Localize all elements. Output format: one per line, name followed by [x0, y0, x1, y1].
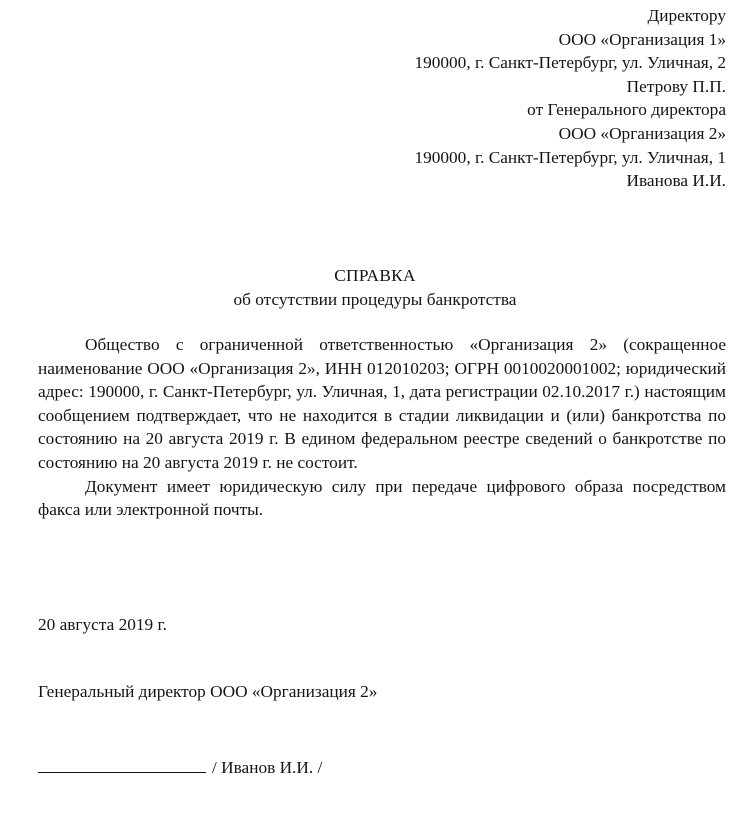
addressee-line-sender-title: от Генерального директора [527, 100, 726, 120]
signer-title: Генеральный директор ООО «Организация 2» [38, 682, 378, 701]
document-body [38, 333, 726, 522]
addressee-line-recipient-name: Петрову П.П. [626, 76, 726, 96]
signature-line [38, 754, 322, 778]
addressee-block [414, 4, 726, 193]
signer-name: / Иванов И.И. / [212, 758, 323, 777]
addressee-line-recipient-address: 190000, г. Санкт-Петербург, ул. Уличная, 2 [414, 53, 726, 73]
addressee-line-sender-org: ООО «Организация 2» [558, 123, 726, 143]
body-paragraph: Документ имеет юридическую силу при передаче цифрового образа посредством факса или электронной почты. [38, 476, 726, 520]
document-title: СПРАВКА [334, 266, 416, 285]
addressee-line-sender-name: Иванова И.И. [626, 171, 726, 191]
addressee-line-sender-address: 190000, г. Санкт-Петербург, ул. Уличная, 1 [414, 147, 726, 167]
document-subtitle: об отсутствии процедуры банкротства [233, 289, 517, 309]
title-block [0, 264, 750, 311]
document-date: 20 августа 2019 г. [38, 615, 167, 634]
signature-blank [38, 754, 206, 773]
addressee-line-recipient-title: Директору [647, 6, 726, 25]
body-paragraph: Общество с ограниченной ответственностью «Организация 2» (сокращенное наименование ООО «Организация 2», ИНН 012010203; ОГРН 0010020001002; юридический адрес: 190000, г. Санкт-Петербург, ул. Уличная, 1, дата регистрации 02.10.2017 г.) настоящим сообщением подтверждает, что не находится в стадии ликвидации и (или) банкротства по состоянию на 20 августа 2019 г. В едином федеральном реестре сведений о банкротстве по состоянию на 20 августа 2019 г. не состоит. [38, 335, 726, 472]
addressee-line-recipient-org: ООО «Организация 1» [558, 29, 726, 49]
